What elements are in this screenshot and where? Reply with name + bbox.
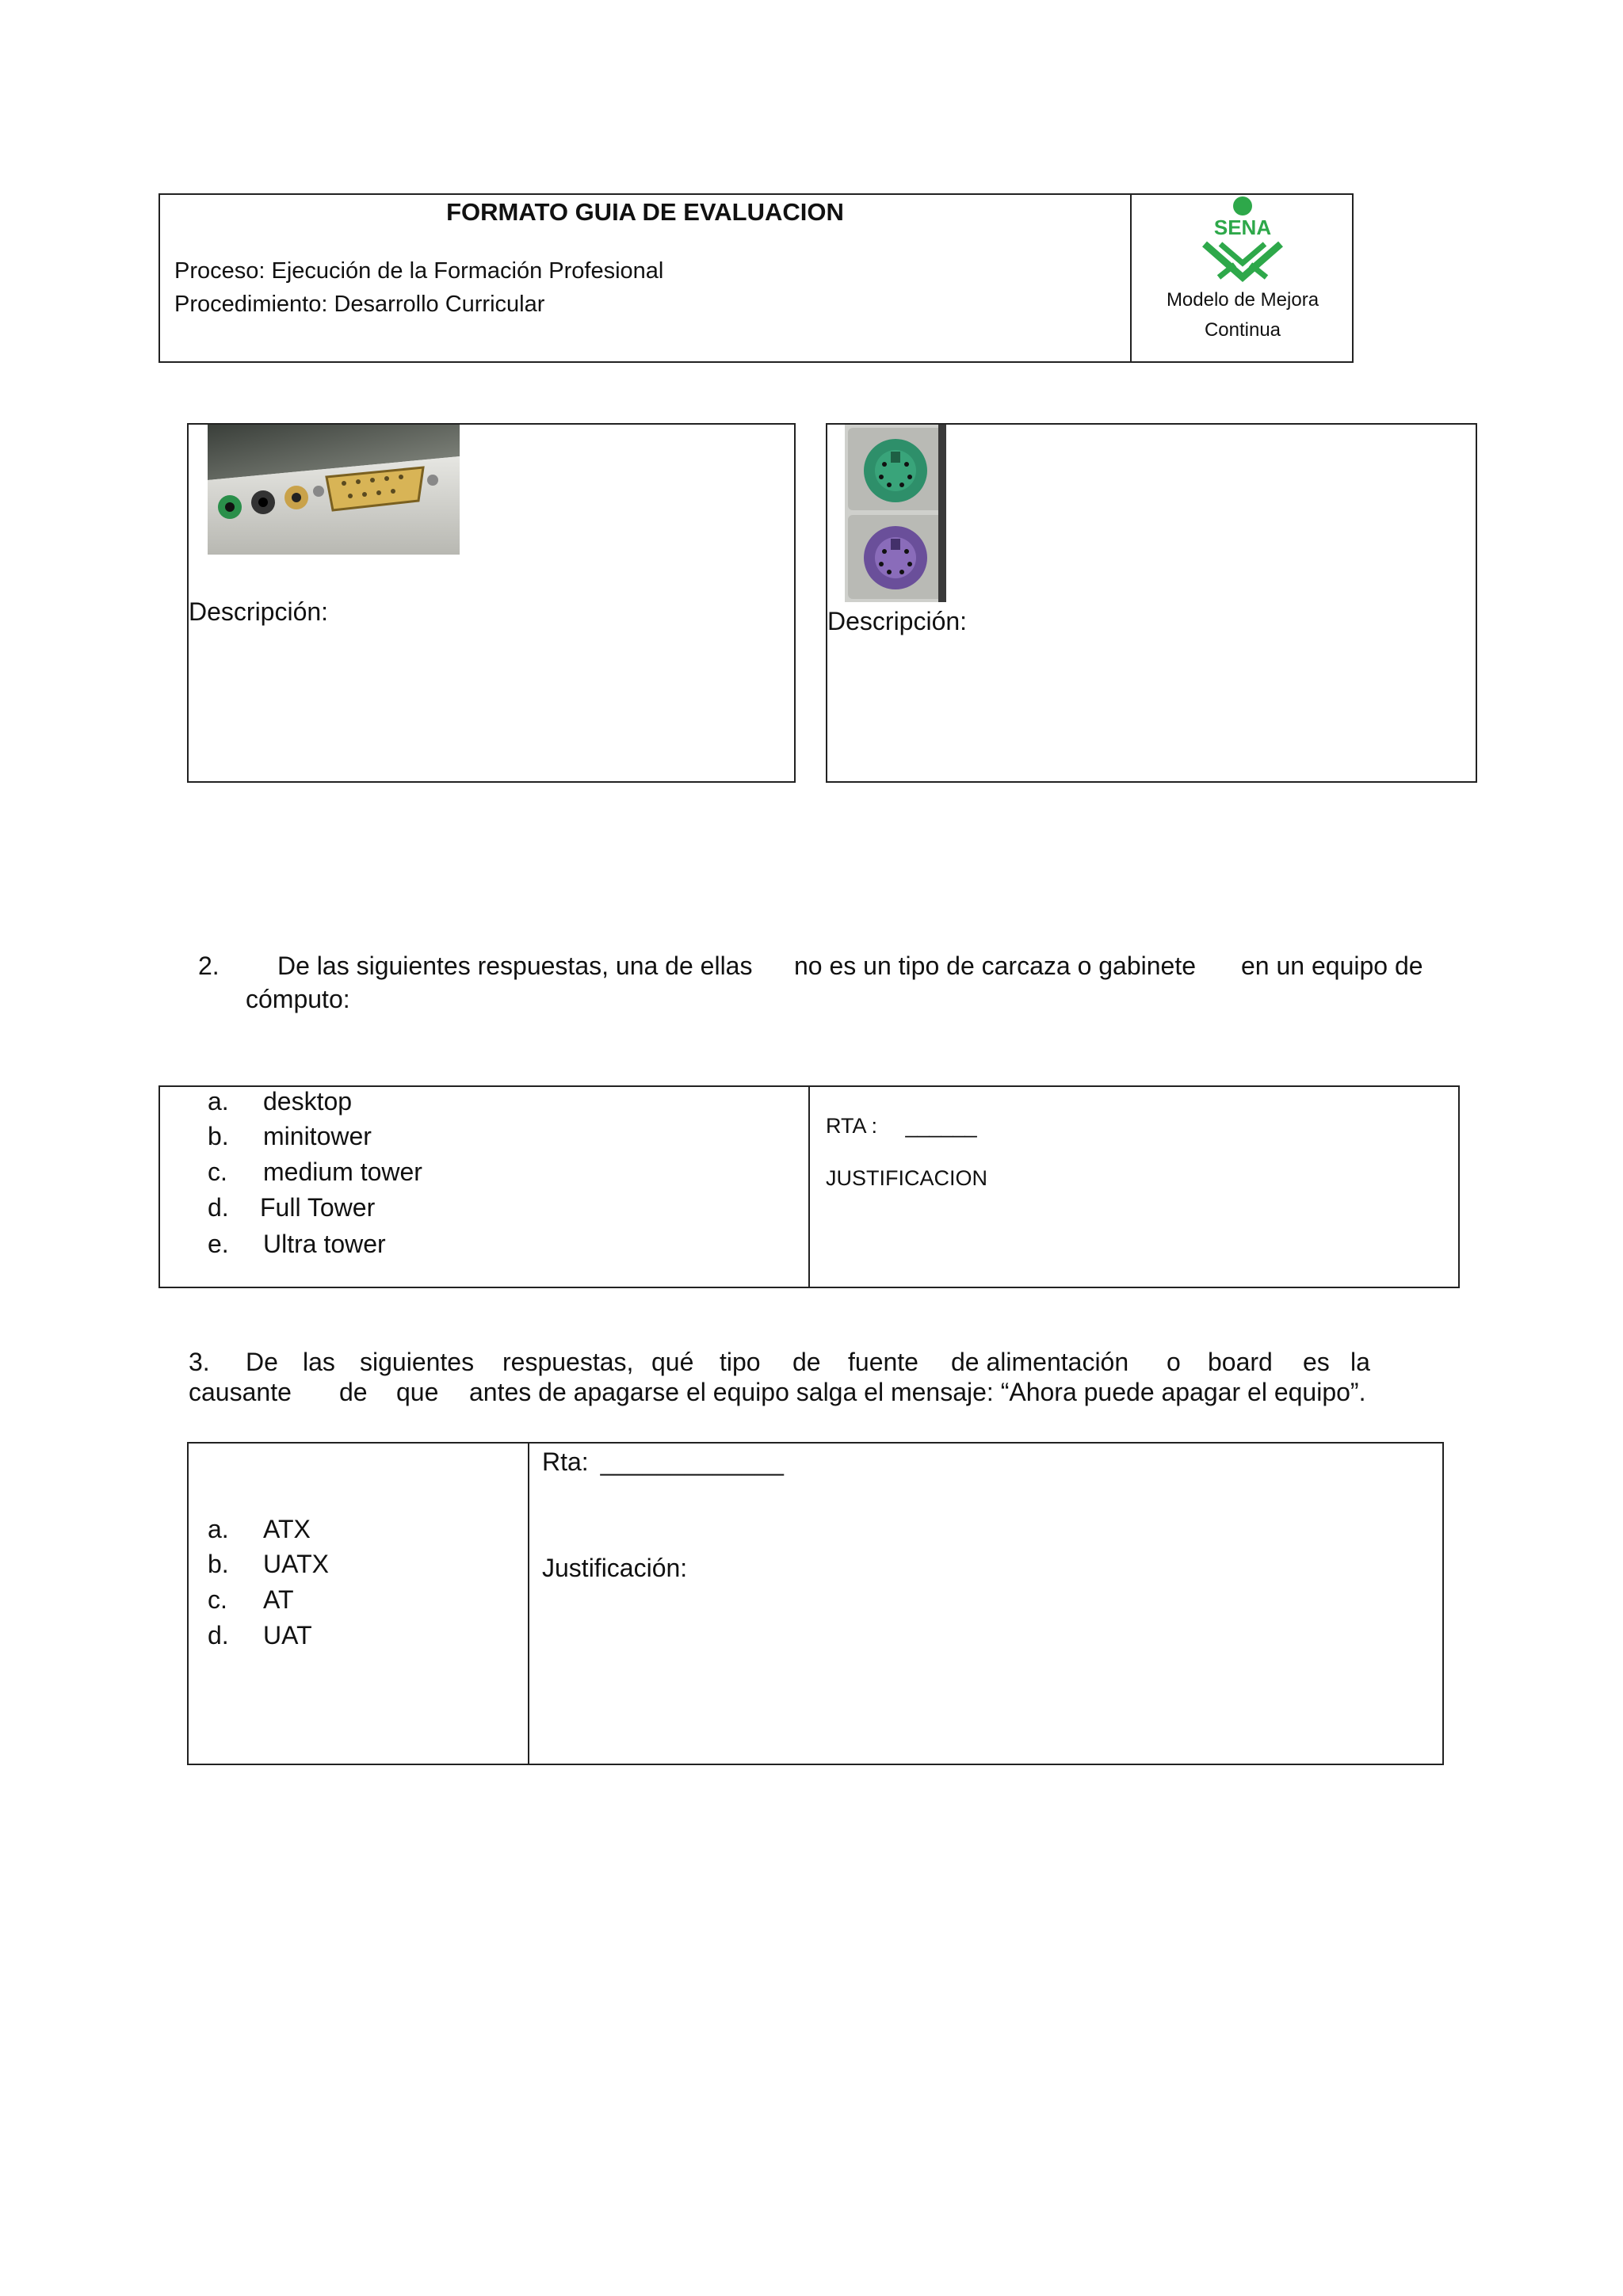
question-3-line-1 (189, 1345, 1377, 1379)
question-2-line-2: cómputo: (246, 985, 350, 1013)
q3-option-text: AT (263, 1585, 294, 1614)
question-3-table-divider (528, 1444, 529, 1764)
q2-option-letter: e. (208, 1230, 229, 1258)
q2-option-letter: d. (208, 1193, 229, 1222)
image-card-ps2-ports (826, 423, 1477, 783)
logo-caption-line-2: Continua (1204, 319, 1281, 341)
q2-option-letter: b. (208, 1122, 229, 1150)
sena-logo-icon (1132, 195, 1354, 282)
q2-answer-blank[interactable]: ______ (905, 1114, 977, 1138)
q2-option-text: Ultra tower (263, 1230, 386, 1258)
q3-option-text: UATX (263, 1550, 329, 1578)
document-header (158, 193, 1354, 363)
question-3-line-2 (189, 1375, 1457, 1409)
q3-word: causante (189, 1378, 292, 1406)
q3-word: de (792, 1348, 821, 1376)
q3-option-letter: c. (208, 1585, 227, 1614)
q3-word: siguientes (360, 1348, 475, 1376)
process-line: Proceso: Ejecución de la Formación Profesional (174, 258, 664, 284)
header-logo-cell (1130, 195, 1354, 361)
q3-option-letter: d. (208, 1621, 229, 1650)
sena-logo-text: SENA (1213, 215, 1272, 239)
question-2-table (158, 1085, 1460, 1288)
q2-option-text: Full Tower (260, 1193, 376, 1222)
q3-word: fuente (848, 1348, 918, 1376)
q3-word: de (339, 1378, 368, 1406)
logo-caption (1132, 285, 1354, 345)
question-2-table-divider (808, 1087, 810, 1287)
q2-option-letter: c. (208, 1158, 227, 1186)
procedure-line: Procedimiento: Desarrollo Curricular (174, 292, 545, 317)
q3-word: antes de apagarse el equipo salga el mensaje: “Ahora puede apagar el equipo”. (469, 1378, 1366, 1406)
q2-answer-label: RTA : (826, 1114, 878, 1138)
q3-word: De (246, 1348, 278, 1376)
q2-justification-label: JUSTIFICACION (826, 1166, 988, 1190)
question-3-table (187, 1442, 1444, 1765)
q3-answer-label: Rta: (542, 1447, 589, 1476)
ps2-ports-image (845, 425, 946, 602)
logo-caption-line-1: Modelo de Mejora (1166, 289, 1319, 311)
q3-word: es (1303, 1348, 1330, 1376)
q3-word: que (396, 1378, 439, 1406)
card1-description-label: Descripción: (189, 597, 329, 626)
q2-option-text: desktop (263, 1087, 353, 1116)
q3-word: board (1208, 1348, 1273, 1376)
q2-option-text: minitower (263, 1122, 372, 1150)
sound-card-ports-image (208, 425, 460, 555)
q3-option-letter: b. (208, 1550, 229, 1578)
q3-word: o (1167, 1348, 1181, 1376)
question-2-text-part-1: De las siguientes respuestas, una de ellas (277, 952, 753, 980)
image-card-sound-card (187, 423, 796, 783)
q2-option-text: medium tower (263, 1158, 422, 1186)
question-3-number: 3. (189, 1348, 210, 1376)
card2-description-label: Descripción: (827, 607, 968, 635)
q3-answer-row (542, 1445, 784, 1478)
q3-justification-label: Justificación: (542, 1554, 688, 1582)
question-2-number: 2. (198, 952, 220, 980)
q3-option-letter: a. (208, 1515, 229, 1543)
document-title: FORMATO GUIA DE EVALUACION (446, 198, 844, 226)
q3-answer-blank[interactable]: _____________ (600, 1447, 784, 1476)
question-2-line-1 (198, 949, 1466, 982)
question-2-text-part-3: en un equipo de (1241, 952, 1423, 980)
q3-option-text: ATX (263, 1515, 311, 1543)
q3-option-text: UAT (263, 1621, 312, 1650)
q3-word: respuestas, (502, 1348, 634, 1376)
q3-word: la (1350, 1348, 1370, 1376)
q3-word: qué (651, 1348, 694, 1376)
header-main-cell (160, 195, 1130, 361)
question-2-text-part-2: no es un tipo de carcaza o gabinete (794, 952, 1197, 980)
q2-answer-row (826, 1114, 977, 1138)
q3-word: de alimentación (951, 1348, 1129, 1376)
q3-word: las (303, 1348, 335, 1376)
q3-word: tipo (720, 1348, 761, 1376)
q2-option-letter: a. (208, 1087, 229, 1116)
